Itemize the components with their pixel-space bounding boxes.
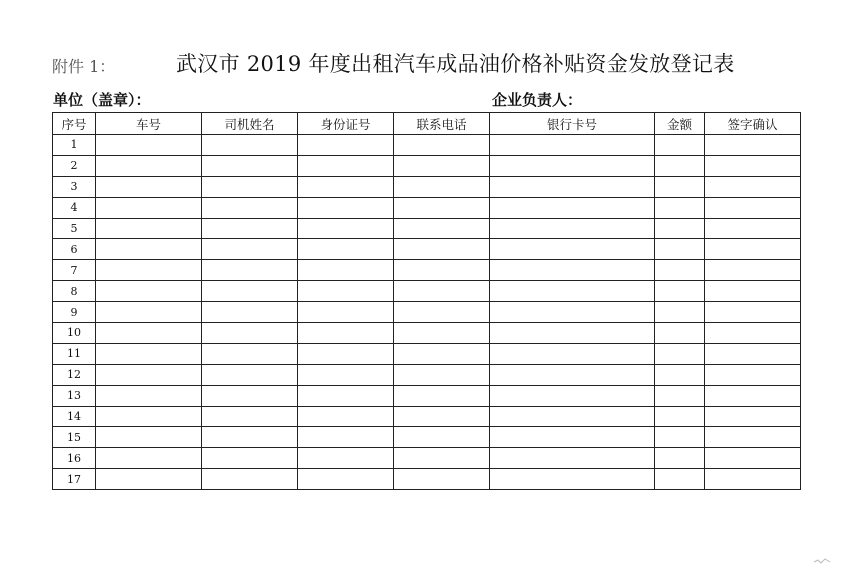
col-plate-number-cell	[96, 218, 202, 239]
col-id-number-header: 身份证号	[298, 113, 394, 135]
table-row	[53, 176, 801, 197]
col-id-number-cell	[298, 218, 394, 239]
col-bank-card-cell	[490, 239, 655, 260]
col-driver-name-cell	[202, 427, 298, 448]
col-id-number-cell	[298, 343, 394, 364]
row-index: 2	[53, 155, 96, 176]
col-id-number-cell	[298, 281, 394, 302]
col-driver-name-cell	[202, 218, 298, 239]
col-driver-name-cell	[202, 406, 298, 427]
col-driver-name-cell	[202, 302, 298, 323]
col-plate-number-cell	[96, 364, 202, 385]
col-id-number-cell	[298, 364, 394, 385]
col-amount-cell	[655, 323, 705, 344]
col-bank-card-cell	[490, 281, 655, 302]
col-phone-cell	[394, 343, 490, 364]
col-index-header: 序号	[53, 113, 96, 135]
col-driver-name-cell	[202, 364, 298, 385]
col-amount-cell	[655, 364, 705, 385]
col-id-number-cell	[298, 176, 394, 197]
col-phone-cell	[394, 281, 490, 302]
table-row	[53, 427, 801, 448]
col-phone-cell	[394, 448, 490, 469]
col-bank-card-cell	[490, 364, 655, 385]
col-signature-cell	[705, 427, 801, 448]
col-driver-name-cell	[202, 469, 298, 490]
col-signature-cell	[705, 343, 801, 364]
col-signature-cell	[705, 197, 801, 218]
col-phone-cell	[394, 197, 490, 218]
col-phone-cell	[394, 135, 490, 156]
col-id-number-cell	[298, 135, 394, 156]
table-row	[53, 155, 801, 176]
row-index: 8	[53, 281, 96, 302]
row-index: 3	[53, 176, 96, 197]
col-phone-cell	[394, 176, 490, 197]
col-plate-number-cell	[96, 427, 202, 448]
col-plate-number-cell	[96, 135, 202, 156]
col-signature-cell	[705, 323, 801, 344]
row-index: 13	[53, 385, 96, 406]
col-phone-cell	[394, 155, 490, 176]
col-phone-cell	[394, 385, 490, 406]
row-index: 7	[53, 260, 96, 281]
row-index: 12	[53, 364, 96, 385]
header	[52, 48, 812, 78]
col-bank-card-cell	[490, 448, 655, 469]
col-amount-cell	[655, 197, 705, 218]
col-bank-card-cell	[490, 176, 655, 197]
table-row	[53, 218, 801, 239]
registration-table	[52, 112, 801, 490]
col-driver-name-cell	[202, 239, 298, 260]
col-bank-card-cell	[490, 385, 655, 406]
col-phone-cell	[394, 469, 490, 490]
col-phone-cell	[394, 239, 490, 260]
col-signature-cell	[705, 260, 801, 281]
col-driver-name-cell	[202, 197, 298, 218]
table-header-row	[53, 113, 801, 135]
col-bank-card-cell	[490, 135, 655, 156]
col-driver-name-cell	[202, 260, 298, 281]
table-row	[53, 469, 801, 490]
col-amount-cell	[655, 302, 705, 323]
col-plate-number-cell	[96, 281, 202, 302]
col-phone-cell	[394, 323, 490, 344]
attachment-label: 附件 1：	[52, 57, 116, 76]
col-id-number-cell	[298, 406, 394, 427]
table-row	[53, 135, 801, 156]
col-signature-cell	[705, 385, 801, 406]
col-driver-name-cell	[202, 176, 298, 197]
col-bank-card-cell	[490, 469, 655, 490]
col-bank-card-cell	[490, 323, 655, 344]
col-plate-number-cell	[96, 343, 202, 364]
col-signature-cell	[705, 155, 801, 176]
table-row	[53, 239, 801, 260]
col-amount-cell	[655, 427, 705, 448]
col-plate-number-header: 车号	[96, 113, 202, 135]
col-plate-number-cell	[96, 323, 202, 344]
col-id-number-cell	[298, 427, 394, 448]
row-index: 4	[53, 197, 96, 218]
col-bank-card-cell	[490, 343, 655, 364]
col-signature-cell	[705, 448, 801, 469]
row-index: 10	[53, 323, 96, 344]
row-index: 17	[53, 469, 96, 490]
col-amount-cell	[655, 385, 705, 406]
col-plate-number-cell	[96, 239, 202, 260]
col-phone-cell	[394, 302, 490, 323]
table-row	[53, 302, 801, 323]
col-id-number-cell	[298, 385, 394, 406]
row-index: 5	[53, 218, 96, 239]
col-id-number-cell	[298, 155, 394, 176]
row-index: 15	[53, 427, 96, 448]
col-phone-cell	[394, 427, 490, 448]
col-bank-card-cell	[490, 197, 655, 218]
col-phone-cell	[394, 406, 490, 427]
col-amount-cell	[655, 260, 705, 281]
col-signature-header: 签字确认	[705, 113, 801, 135]
col-amount-cell	[655, 218, 705, 239]
row-index: 1	[53, 135, 96, 156]
company-head-label: 企业负责人：	[492, 91, 583, 109]
col-id-number-cell	[298, 469, 394, 490]
unit-seal-label: 单位（盖章）：	[53, 91, 151, 109]
table-row	[53, 281, 801, 302]
col-amount-cell	[655, 135, 705, 156]
col-bank-card-cell	[490, 406, 655, 427]
table-row	[53, 448, 801, 469]
col-plate-number-cell	[96, 469, 202, 490]
col-signature-cell	[705, 364, 801, 385]
col-phone-header: 联系电话	[394, 113, 490, 135]
col-phone-cell	[394, 260, 490, 281]
table-body	[53, 135, 801, 490]
col-plate-number-cell	[96, 176, 202, 197]
corner-scribble-icon	[812, 556, 832, 566]
col-plate-number-cell	[96, 155, 202, 176]
row-index: 11	[53, 343, 96, 364]
col-plate-number-cell	[96, 385, 202, 406]
row-index: 16	[53, 448, 96, 469]
col-bank-card-header: 银行卡号	[490, 113, 655, 135]
row-index: 6	[53, 239, 96, 260]
col-id-number-cell	[298, 323, 394, 344]
col-amount-cell	[655, 343, 705, 364]
col-bank-card-cell	[490, 302, 655, 323]
col-driver-name-header: 司机姓名	[202, 113, 298, 135]
col-plate-number-cell	[96, 406, 202, 427]
col-amount-cell	[655, 469, 705, 490]
col-driver-name-cell	[202, 343, 298, 364]
table-row	[53, 197, 801, 218]
col-id-number-cell	[298, 302, 394, 323]
col-driver-name-cell	[202, 385, 298, 406]
table-row	[53, 406, 801, 427]
col-plate-number-cell	[96, 260, 202, 281]
col-signature-cell	[705, 176, 801, 197]
col-id-number-cell	[298, 448, 394, 469]
col-driver-name-cell	[202, 448, 298, 469]
table-row	[53, 364, 801, 385]
table-row	[53, 343, 801, 364]
col-plate-number-cell	[96, 448, 202, 469]
col-phone-cell	[394, 364, 490, 385]
col-amount-cell	[655, 155, 705, 176]
col-signature-cell	[705, 239, 801, 260]
row-index: 14	[53, 406, 96, 427]
col-signature-cell	[705, 135, 801, 156]
table-row	[53, 385, 801, 406]
col-amount-header: 金额	[655, 113, 705, 135]
col-amount-cell	[655, 281, 705, 302]
col-id-number-cell	[298, 260, 394, 281]
col-id-number-cell	[298, 197, 394, 218]
col-bank-card-cell	[490, 218, 655, 239]
col-driver-name-cell	[202, 281, 298, 302]
table-row	[53, 260, 801, 281]
page-title: 武汉市 2019 年度出租汽车成品油价格补贴资金发放登记表	[176, 52, 735, 76]
col-amount-cell	[655, 406, 705, 427]
col-signature-cell	[705, 302, 801, 323]
col-plate-number-cell	[96, 197, 202, 218]
col-driver-name-cell	[202, 135, 298, 156]
col-amount-cell	[655, 239, 705, 260]
col-id-number-cell	[298, 239, 394, 260]
col-signature-cell	[705, 406, 801, 427]
col-phone-cell	[394, 218, 490, 239]
table-row	[53, 323, 801, 344]
col-driver-name-cell	[202, 323, 298, 344]
col-amount-cell	[655, 448, 705, 469]
col-plate-number-cell	[96, 302, 202, 323]
col-driver-name-cell	[202, 155, 298, 176]
col-bank-card-cell	[490, 155, 655, 176]
col-amount-cell	[655, 176, 705, 197]
col-signature-cell	[705, 469, 801, 490]
col-signature-cell	[705, 281, 801, 302]
col-bank-card-cell	[490, 427, 655, 448]
row-index: 9	[53, 302, 96, 323]
col-bank-card-cell	[490, 260, 655, 281]
col-signature-cell	[705, 218, 801, 239]
